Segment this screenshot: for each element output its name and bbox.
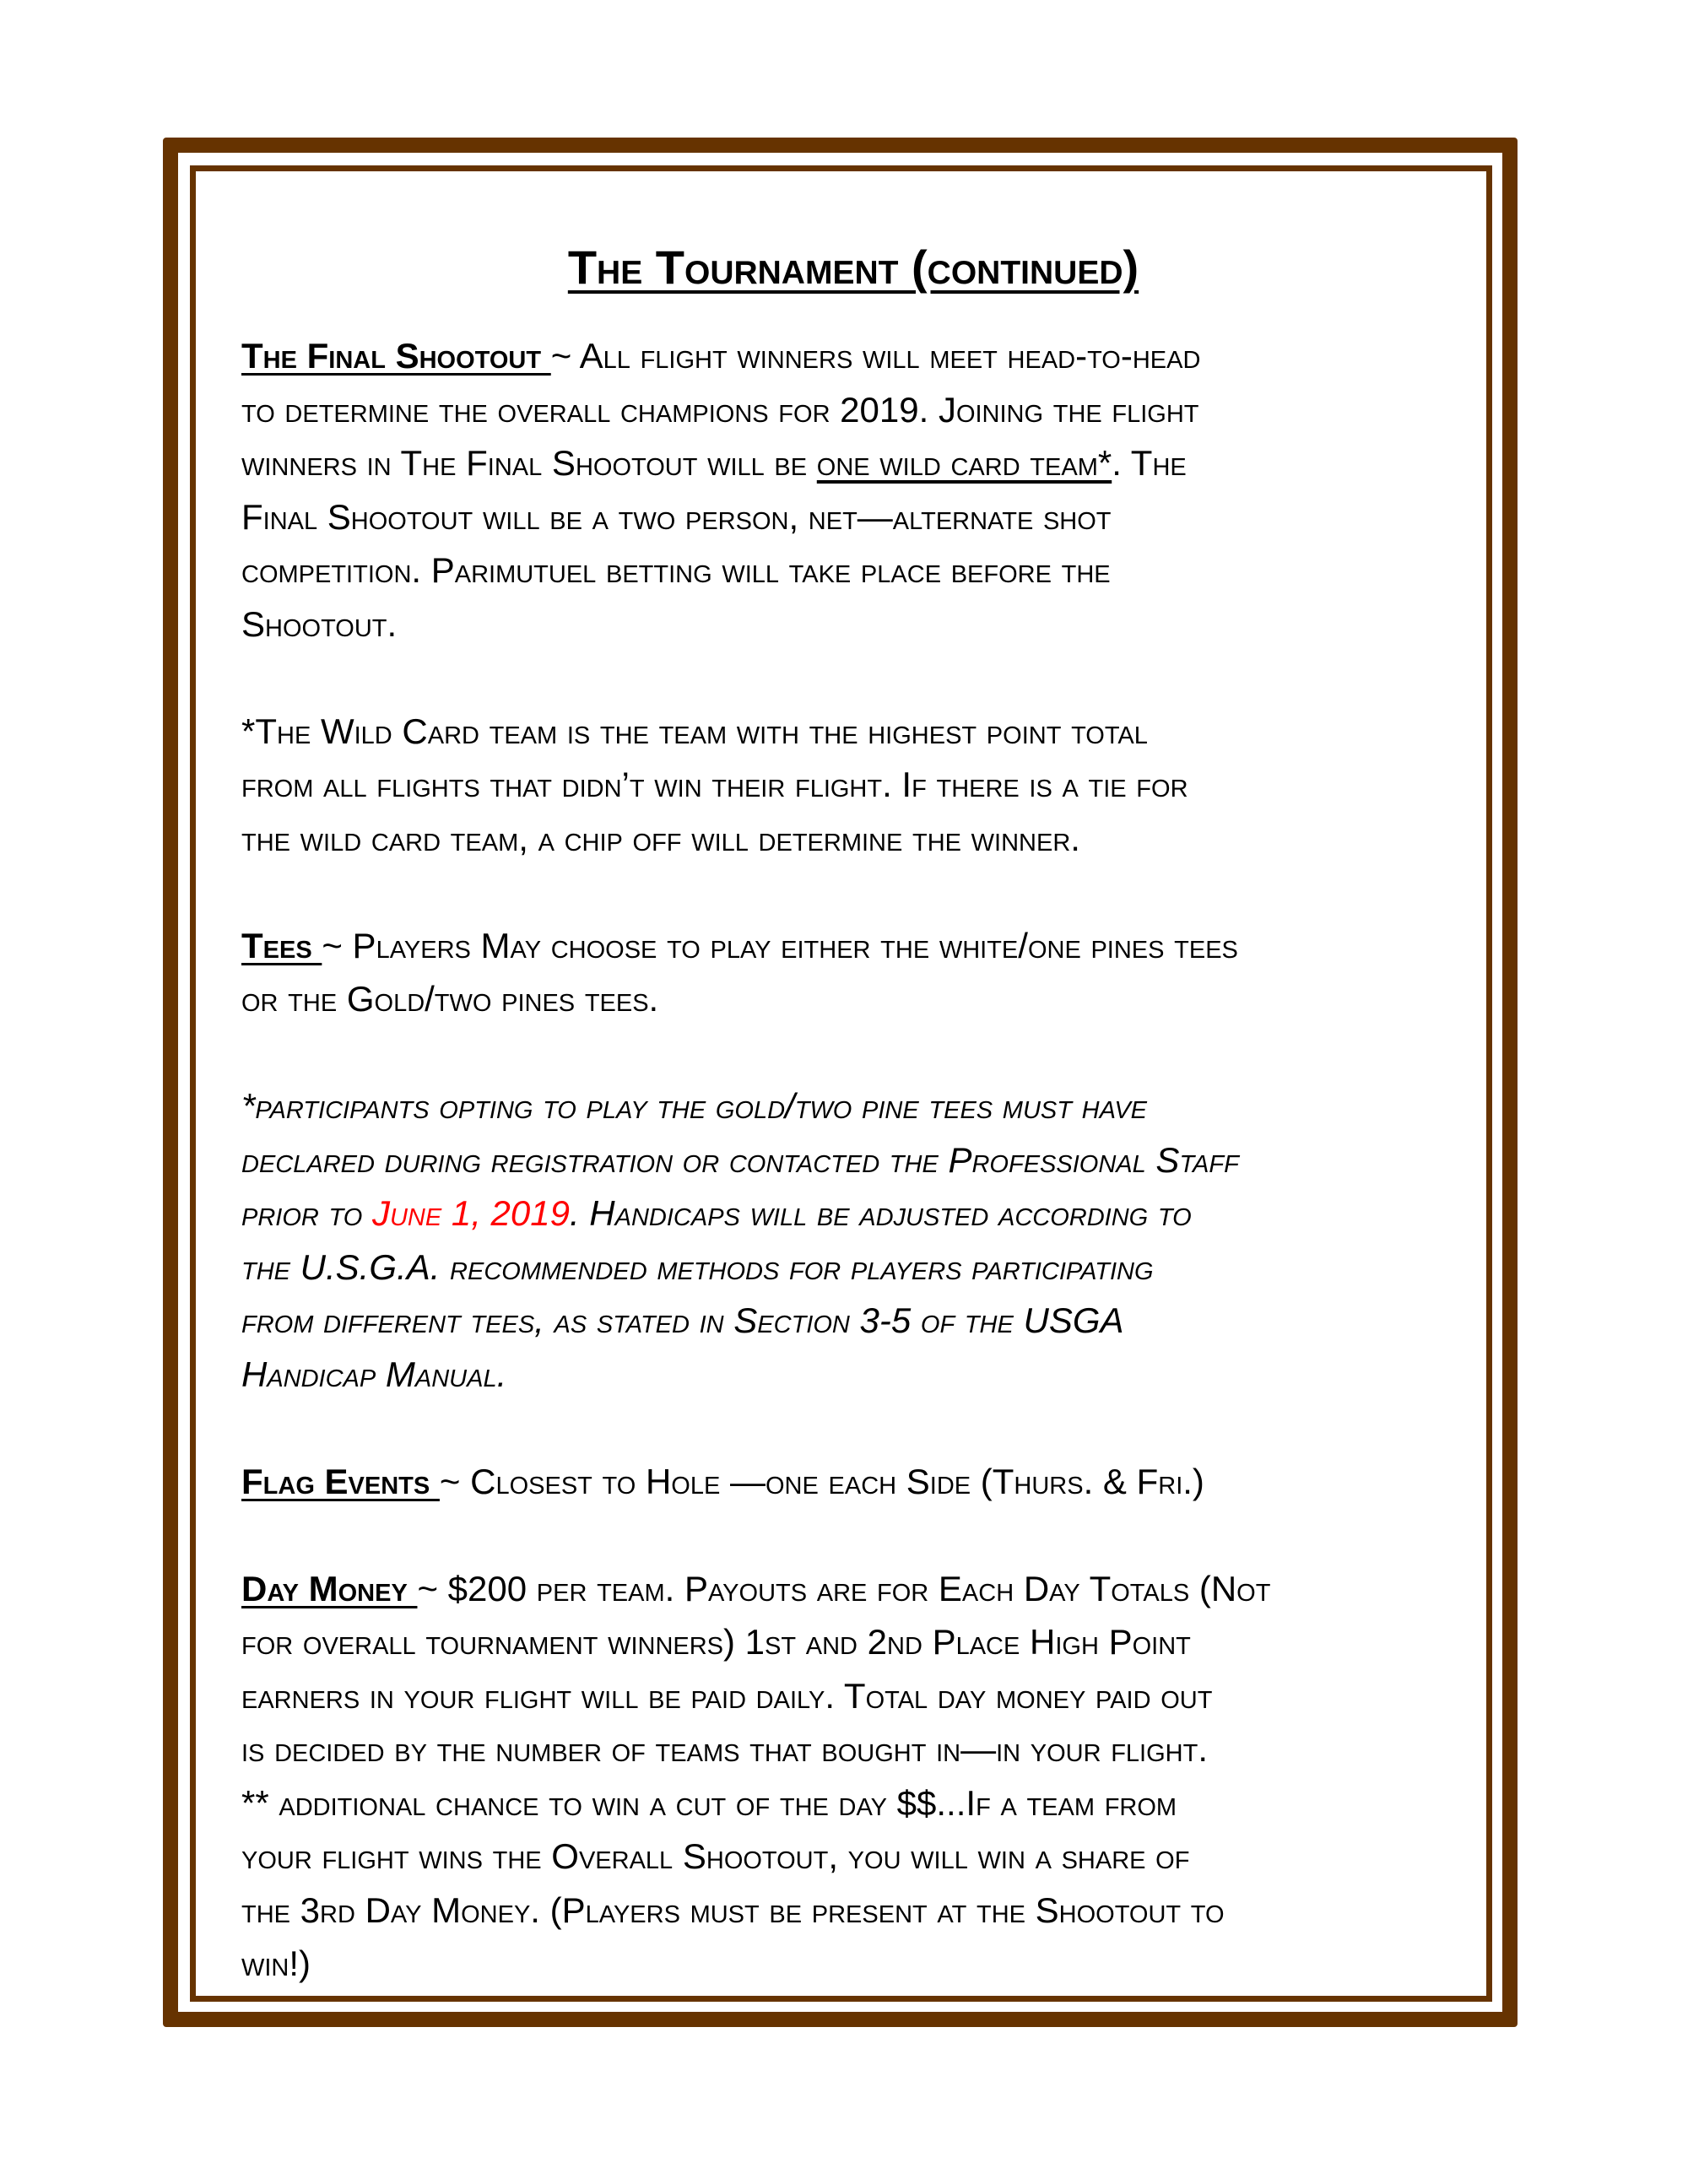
text-line: from different tees, as stated in Section 3-5 of the USGA xyxy=(241,1300,1124,1340)
section-label: Tees xyxy=(241,925,322,965)
text-line: winners in The Final Shootout will be xyxy=(241,443,817,483)
text-line: . Handicaps will be adjusted according to xyxy=(569,1193,1192,1233)
text-line: *participants opting to play the gold/two pine tees must have xyxy=(241,1086,1147,1126)
text-line: Shootout. xyxy=(241,603,398,644)
text-line: the wild card team, a chip off will determine the winner. xyxy=(241,818,1080,858)
text-line: ~ Closest to Hole —one each Side (Thurs. & Fri.) xyxy=(439,1461,1204,1501)
wild-card-emphasis: one wild card team* xyxy=(816,443,1112,483)
text-line: ** additional chance to win a cut of the day $$...If a team from xyxy=(241,1782,1177,1823)
document-body xyxy=(241,238,1465,1991)
text-line: ~ Players May choose to play either the white/one pines tees xyxy=(322,925,1238,965)
section-flag-events xyxy=(241,1455,1465,1509)
section-tees-note xyxy=(241,1079,1465,1401)
section-wild-card xyxy=(241,705,1465,866)
text-line: *The Wild Card team is the team with the highest point total xyxy=(241,711,1148,751)
text-line: win!) xyxy=(241,1943,311,1983)
text-line: the 3rd Day Money. (Players must be present at the Shootout to xyxy=(241,1889,1225,1930)
deadline-date: June 1, 2019 xyxy=(371,1193,570,1233)
section-tees xyxy=(241,919,1465,1026)
text-line: Final Shootout will be a two person, net—alternate shot xyxy=(241,496,1112,537)
section-label: Day Money xyxy=(241,1568,418,1608)
section-label: Flag Events xyxy=(241,1461,440,1501)
text-line: ~ $200 per team. Payouts are for Each Day Totals (Not xyxy=(417,1568,1271,1608)
text-line: competition. Parimutuel betting will take place before the xyxy=(241,550,1111,590)
section-final-shootout xyxy=(241,329,1465,651)
text-line: the U.S.G.A. recommended methods for players participating xyxy=(241,1246,1154,1287)
text-line: is decided by the number of teams that bought in—in your flight. xyxy=(241,1729,1208,1769)
text-line: Handicap Manual. xyxy=(241,1354,507,1394)
text-line: . The xyxy=(1112,443,1187,483)
text-line: your flight wins the Overall Shootout, you will win a share of xyxy=(241,1836,1190,1876)
text-line: prior to xyxy=(241,1193,372,1233)
text-line: to determine the overall champions for 2019. Joining the flight xyxy=(241,389,1199,430)
text-line: ~ All flight winners will meet head-to-head xyxy=(550,336,1201,376)
text-line: from all flights that didn’t win their flight. If there is a tie for xyxy=(241,765,1188,804)
section-day-money xyxy=(241,1562,1465,1991)
text-line: earners in your flight will be paid daily. Total day money paid out xyxy=(241,1675,1213,1716)
text-line: for overall tournament winners) 1st and 2nd Place High Point xyxy=(241,1622,1191,1662)
page-title: The Tournament (continued) xyxy=(567,241,1139,294)
text-line: or the Gold/two pines tees. xyxy=(241,979,659,1019)
text-line: declared during registration or contacted the Professional Staff xyxy=(241,1139,1239,1180)
section-label: The Final Shootout xyxy=(241,336,551,376)
